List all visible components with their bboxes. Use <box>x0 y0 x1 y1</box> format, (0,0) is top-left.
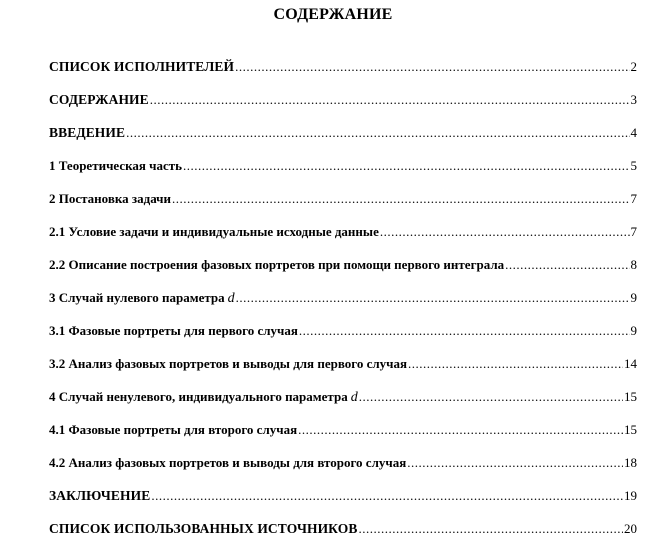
toc-entry-label: 4 Случай ненулевого, индивидуального параметра d <box>49 389 358 405</box>
toc-entry-page: 19 <box>624 488 637 503</box>
dot-leader <box>235 58 629 75</box>
toc-entry[interactable] <box>49 388 637 421</box>
toc-entry-label: СПИСОК ИСПОЛЬЗОВАННЫХ ИСТОЧНИКОВ <box>49 521 358 536</box>
toc-entry-page: 4 <box>630 125 637 140</box>
toc-entry[interactable] <box>49 487 637 520</box>
toc-entry[interactable] <box>49 91 637 124</box>
toc-entry-page: 20 <box>624 521 637 536</box>
toc-entry-page: 5 <box>630 158 637 173</box>
toc-entry[interactable] <box>49 289 637 322</box>
dot-leader <box>150 91 630 108</box>
toc-entry[interactable] <box>49 190 637 223</box>
toc-entry-label: 4.2 Анализ фазовых портретов и выводы для второго случая <box>49 455 407 470</box>
toc-entry-label: 2.2 Описание построения фазовых портретов при помощи первого интеграла <box>49 257 505 272</box>
toc-entry-page: 8 <box>630 257 637 272</box>
dot-leader <box>298 421 623 438</box>
dot-leader <box>126 124 629 141</box>
toc-entry-label: 4.1 Фазовые портреты для второго случая <box>49 422 298 437</box>
toc-entry[interactable] <box>49 124 637 157</box>
toc-title: СОДЕРЖАНИЕ <box>273 6 393 23</box>
toc-entry[interactable] <box>49 58 637 91</box>
dot-leader <box>408 355 623 372</box>
dot-leader <box>183 157 629 174</box>
parameter-variable: d <box>350 390 358 405</box>
toc-entry-label: СОДЕРЖАНИЕ <box>49 92 149 107</box>
dot-leader <box>380 223 630 240</box>
dot-leader <box>172 190 629 207</box>
dot-leader <box>299 322 630 339</box>
toc-entry-page: 7 <box>630 224 637 239</box>
toc-entry[interactable] <box>49 520 637 553</box>
dot-leader <box>151 487 623 504</box>
toc-entry-label: 3.2 Анализ фазовых портретов и выводы для первого случая <box>49 356 408 371</box>
table-of-contents <box>49 58 637 553</box>
dot-leader <box>359 388 623 405</box>
toc-entry-page: 9 <box>630 323 637 338</box>
toc-entry-label: 3.1 Фазовые портреты для первого случая <box>49 323 298 338</box>
toc-entry-label: ВВЕДЕНИЕ <box>49 125 126 140</box>
toc-entry[interactable] <box>49 157 637 190</box>
toc-entry-page: 7 <box>630 191 637 206</box>
toc-entry-page: 15 <box>624 422 637 437</box>
toc-entry-page: 18 <box>624 455 637 470</box>
toc-entry[interactable] <box>49 223 637 256</box>
dot-leader <box>358 520 623 537</box>
toc-entry[interactable] <box>49 256 637 289</box>
dot-leader <box>505 256 629 273</box>
toc-entry[interactable] <box>49 454 637 487</box>
toc-entry-page: 9 <box>630 290 637 305</box>
toc-entry-label: СПИСОК ИСПОЛНИТЕЛЕЙ <box>49 59 235 74</box>
toc-entry-page: 2 <box>630 59 637 74</box>
dot-leader <box>407 454 623 471</box>
toc-entry-page: 3 <box>630 92 637 107</box>
toc-entry-page: 15 <box>624 389 637 404</box>
toc-entry-label: ЗАКЛЮЧЕНИЕ <box>49 488 151 503</box>
toc-entry[interactable] <box>49 355 637 388</box>
toc-entry-label: 3 Случай нулевого параметра d <box>49 290 235 306</box>
toc-entry[interactable] <box>49 322 637 355</box>
toc-entry-label: 2.1 Условие задачи и индивидуальные исходные данные <box>49 224 379 239</box>
toc-entry[interactable] <box>49 421 637 454</box>
toc-entry-page: 14 <box>624 356 637 371</box>
dot-leader <box>236 289 630 306</box>
toc-entry-label: 2 Постановка задачи <box>49 191 172 206</box>
parameter-variable: d <box>227 291 235 306</box>
toc-entry-label: 1 Теоретическая часть <box>49 158 183 173</box>
